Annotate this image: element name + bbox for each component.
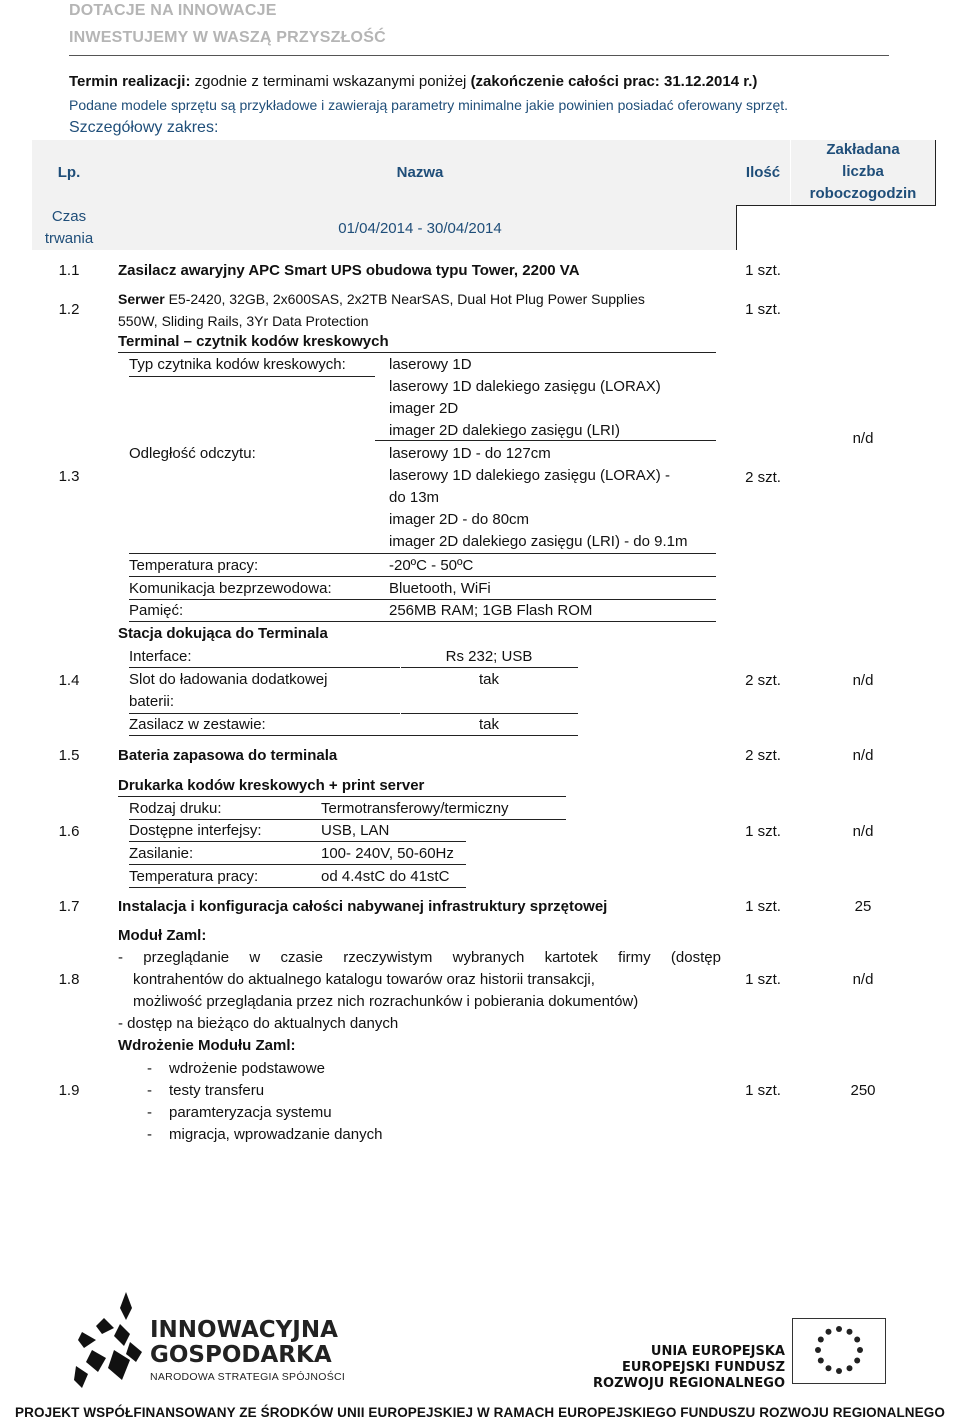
ue-logo-line-2: EUROPEJSKI FUNDUSZ — [622, 1360, 785, 1375]
row-1-9-title: Wdrożenie Modułu Zaml: — [118, 1037, 296, 1054]
row-1-3-temp-label: Temperatura pracy: — [129, 557, 259, 574]
row-1-6-print-label: Rodzaj druku: — [129, 800, 222, 817]
row-1-6-power-label: Zasilanie: — [129, 845, 194, 862]
row-1-4-title: Stacja dokująca do Terminala — [118, 625, 328, 642]
intro-note: Podane modele sprzętu są przykładowe i zawierają parametry minimalne jakie powinien posiadać oferowany sprzęt. — [69, 97, 789, 113]
eu-flag-icon — [792, 1318, 886, 1384]
row-1-3-type-values: laserowy 1D laserowy 1D dalekiego zasięgu (LORAX) imager 2D imager 2D dalekiego zasięgu (LRI) — [389, 356, 661, 439]
header-divider — [69, 55, 889, 56]
row-1-7-lp: 1.7 — [58, 898, 80, 915]
col-lp: Lp. — [57, 164, 81, 181]
row-1-5-lp: 1.5 — [58, 747, 80, 764]
row-1-4-hours: n/d — [852, 672, 874, 689]
row-1-6-power-value: 100- 240V, 50-60Hz — [321, 845, 454, 862]
row-1-4-psu-value: tak — [478, 716, 499, 733]
row-1-9-hours: 250 — [850, 1082, 876, 1099]
row-1-8-lp: 1.8 — [58, 971, 80, 988]
row-1-3-title: Terminal – czytnik kodów kreskowych — [118, 333, 389, 350]
col-hours: Zakładana liczba roboczogodzin — [809, 141, 917, 202]
row-1-7-name: Instalacja i konfiguracja całości nabywanej infrastruktury sprzętowej — [118, 898, 608, 915]
row-1-2-lp: 1.2 — [58, 301, 80, 318]
list-item: - migracja, wprowadzanie danych — [147, 1126, 383, 1143]
list-item: - paramteryzacja systemu — [147, 1104, 332, 1121]
row-1-1-lp: 1.1 — [58, 262, 80, 279]
row-1-6-title: Drukarka kodów kreskowych + print server — [118, 777, 425, 794]
row-1-5-hours: n/d — [852, 747, 874, 764]
row-1-6-iface-label: Dostępne interfejsy: — [129, 822, 262, 839]
row-1-5-qty: 2 szt. — [745, 747, 781, 764]
header-line-1: DOTACJE NA INNOWACJE — [69, 2, 277, 19]
row-1-8-line-4: - dostęp na bieżąco do aktualnych danych — [118, 1015, 399, 1032]
row-1-6-print-value: Termotransferowy/termiczny — [321, 800, 509, 817]
list-item: - wdrożenie podstawowe — [147, 1060, 325, 1077]
row-1-8-qty: 1 szt. — [745, 971, 781, 988]
list-item: - testy transferu — [147, 1082, 265, 1099]
row-1-3-temp-value: -20ºC - 50ºC — [389, 557, 474, 574]
row-1-4-lp: 1.4 — [58, 672, 80, 689]
row-1-6-lp: 1.6 — [58, 823, 80, 840]
row-1-4-interface-value: Rs 232; USB — [445, 648, 533, 665]
row-1-9-qty: 1 szt. — [745, 1082, 781, 1099]
ig-logo-line-1: INNOWACYJNA — [150, 1317, 338, 1343]
row-1-4-slot-label: Slot do ładowania dodatkowej baterii: — [129, 671, 328, 710]
row-1-6-qty: 1 szt. — [745, 823, 781, 840]
row-1-1-qty: 1 szt. — [745, 262, 781, 279]
row-1-6-hours: n/d — [852, 823, 874, 840]
deadline-label: Termin realizacji: — [69, 73, 191, 90]
footer-bottom-text: PROJEKT WSPÓŁFINANSOWANY ZE ŚRODKÓW UNII EUROPEJSKIEJ W RAMACH EUROPEJSKIEGO FUNDUSZU ROZWOJU REGIONALNEGO — [15, 1405, 945, 1420]
header-line-2: INWESTUJEMY W WASZĄ PRZYSZŁOŚĆ — [69, 29, 386, 46]
row-1-6-temp-label: Temperatura pracy: — [129, 868, 259, 885]
col-nazwa: Nazwa — [396, 164, 444, 181]
deadline-line — [69, 71, 757, 93]
row-1-3-hours: n/d — [852, 430, 874, 447]
row-1-9-items — [147, 1058, 382, 1146]
ue-logo-line-1: UNIA EUROPEJSKA — [650, 1344, 785, 1359]
row-1-5-name: Bateria zapasowa do terminala — [118, 747, 338, 764]
row-1-3-qty: 2 szt. — [745, 469, 781, 486]
scope-title: Szczegółowy zakres: — [69, 119, 219, 136]
col-czas: Czas trwania — [44, 208, 94, 247]
innowacyjna-gospodarka-logo-icon — [74, 1290, 144, 1390]
row-1-3-dist-label: Odległość odczytu: — [129, 445, 256, 462]
row-1-3-lp: 1.3 — [58, 468, 80, 485]
row-1-2-name: Serwer E5-2420, 32GB, 2x600SAS, 2x2TB NearSAS, Dual Hot Plug Power Supplies 550W, Sliding Rails, 3Yr Data Protection — [118, 291, 645, 329]
row-1-4-qty: 2 szt. — [745, 672, 781, 689]
row-1-4-psu-label: Zasilacz w zestawie: — [129, 716, 266, 733]
row-1-8-hours: n/d — [852, 971, 874, 988]
row-1-3-wireless-value: Bluetooth, WiFi — [389, 580, 491, 597]
row-1-2-qty: 1 szt. — [745, 301, 781, 318]
row-1-8-line-3: możliwość przeglądania przez nich rozrachunków i pobierania dokumentów) — [133, 993, 639, 1010]
row-1-3-memory-label: Pamięć: — [129, 602, 184, 619]
row-1-7-qty: 1 szt. — [745, 898, 781, 915]
ig-logo-line-3: NARODOWA STRATEGIA SPÓJNOŚCI — [150, 1371, 346, 1383]
row-1-8-title: Moduł Zaml: — [118, 927, 207, 944]
row-1-3-dist-values: laserowy 1D - do 127cm laserowy 1D dalekiego zasięgu (LORAX) - do 13m imager 2D - do 80cm imager 2D dalekiego zasięgu (LRI) - do 9.1m — [389, 445, 688, 550]
row-1-6-iface-value: USB, LAN — [321, 822, 390, 839]
row-1-3-memory-value: 256MB RAM; 1GB Flash ROM — [389, 602, 593, 619]
ue-logo-line-3: ROZWOJU REGIONALNEGO — [593, 1376, 785, 1391]
row-1-4-slot-value: tak — [478, 671, 499, 688]
row-1-3-wireless-label: Komunikacja bezprzewodowa: — [129, 580, 332, 597]
row-1-8-line-1: - przeglądanie w czasie rzeczywistym wybranych kartotek firmy (dostęp — [118, 949, 721, 966]
ig-logo-line-2: GOSPODARKA — [150, 1342, 332, 1368]
row-1-8-line-2: kontrahentów do aktualnego katalogu towarów oraz historii transakcji, — [133, 971, 595, 988]
deadline-bold: (zakończenie całości prac: 31.12.2014 r.) — [470, 73, 758, 90]
col-ilosc: Ilość — [745, 164, 781, 181]
row-1-9-lp: 1.9 — [58, 1082, 80, 1099]
row-1-7-hours: 25 — [854, 898, 872, 915]
row-1-1-name: Zasilacz awaryjny APC Smart UPS obudowa typu Tower, 2200 VA — [118, 262, 580, 279]
row-1-3-type-label: Typ czytnika kodów kreskowych: — [129, 356, 346, 373]
deadline-text: zgodnie z terminami wskazanymi poniżej — [194, 73, 467, 90]
row-1-6-temp-value: od 4.4stC do 41stC — [321, 868, 450, 885]
period-value: 01/04/2014 - 30/04/2014 — [338, 220, 502, 237]
row-1-4-interface-label: Interface: — [129, 648, 192, 665]
